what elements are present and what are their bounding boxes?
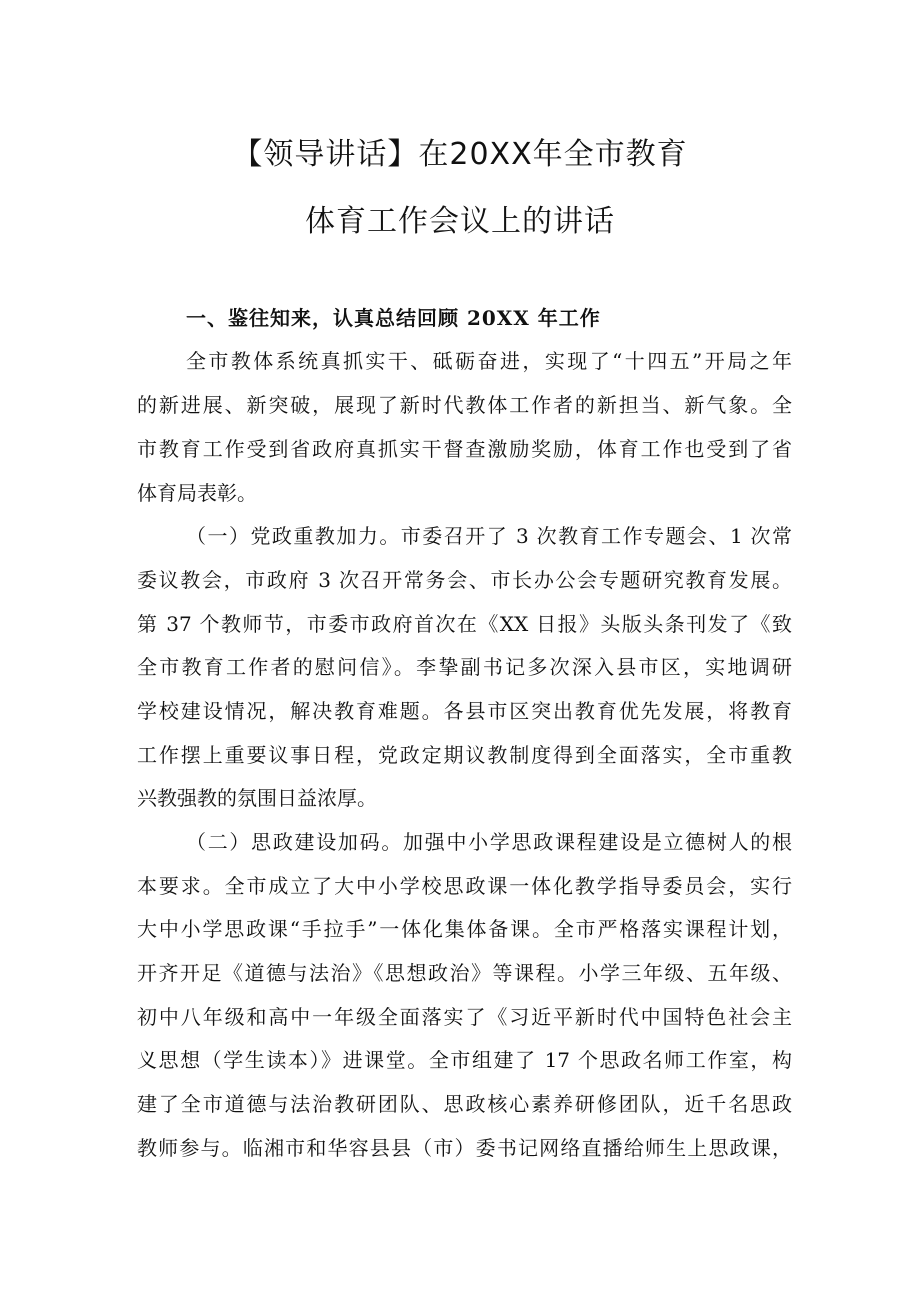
paragraph-2-line: 兴教强教的氛围日益浓厚。 (137, 786, 377, 810)
paragraph-2-line: （一）党政重教加力。市委召开了 3 次教育工作专题会、1 次常 (186, 524, 792, 548)
paragraph-2-line: 学校建设情况，解决教育难题。各县市区突出教育优先发展，将教育 (137, 699, 792, 723)
paragraph-1-line: 体育局表彰。 (137, 481, 257, 505)
paragraph-3-line: 义思想（学生读本）》进课堂。全市组建了 17 个思政名师工作室，构 (137, 1048, 792, 1072)
paragraph-2-line: 全市教育工作者的慰问信》。李挚副书记多次深入县市区，实地调研 (137, 655, 792, 679)
section-heading: 一、鉴往知来，认真总结回顾 20XX 年工作 (186, 306, 601, 330)
paragraph-3-line: 本要求。全市成立了大中小学校思政课一体化教学指导委员会，实行 (137, 874, 792, 898)
paragraph-3-line: 建了全市道德与法治教研团队、思政核心素养研修团队，近千名思政 (137, 1092, 792, 1116)
paragraph-3-line: 大中小学思政课“手拉手”一体化集体备课。全市严格落实课程计划， (137, 917, 792, 941)
paragraph-3-line: （二）思政建设加码。加强中小学思政课程建设是立德树人的根 (186, 830, 792, 854)
paragraph-3-line: 初中八年级和高中一年级全面落实了《习近平新时代中国特色社会主 (137, 1005, 792, 1029)
paragraph-1-line: 的新进展、新突破，展现了新时代教体工作者的新担当、新气象。全 (137, 393, 792, 417)
paragraph-3-line: 教师参与。临湘市和华容县县（市）委书记网络直播给师生上思政课， (137, 1136, 792, 1160)
document-title-line-1: 【领导讲话】在20XX年全市教育 (232, 137, 688, 172)
paragraph-1-line: 全市教体系统真抓实干、砥砺奋进，实现了“十四五”开局之年 (186, 349, 792, 373)
paragraph-2-line: 委议教会，市政府 3 次召开常务会、市长办公会专题研究教育发展。 (137, 568, 792, 592)
paragraph-2-line: 工作摆上重要议事日程，党政定期议教制度得到全面落实，全市重教 (137, 743, 792, 767)
paragraph-2-line: 第 37 个教师节，市委市政府首次在《XX 日报》头版头条刊发了《致 (137, 612, 792, 636)
paragraph-1-line: 市教育工作受到省政府真抓实干督查激励奖励，体育工作也受到了省 (137, 437, 792, 461)
document-title-line-2: 体育工作会议上的讲话 (305, 204, 615, 239)
paragraph-3-line: 开齐开足《道德与法治》《思想政治》等课程。小学三年级、五年级、 (137, 961, 792, 985)
